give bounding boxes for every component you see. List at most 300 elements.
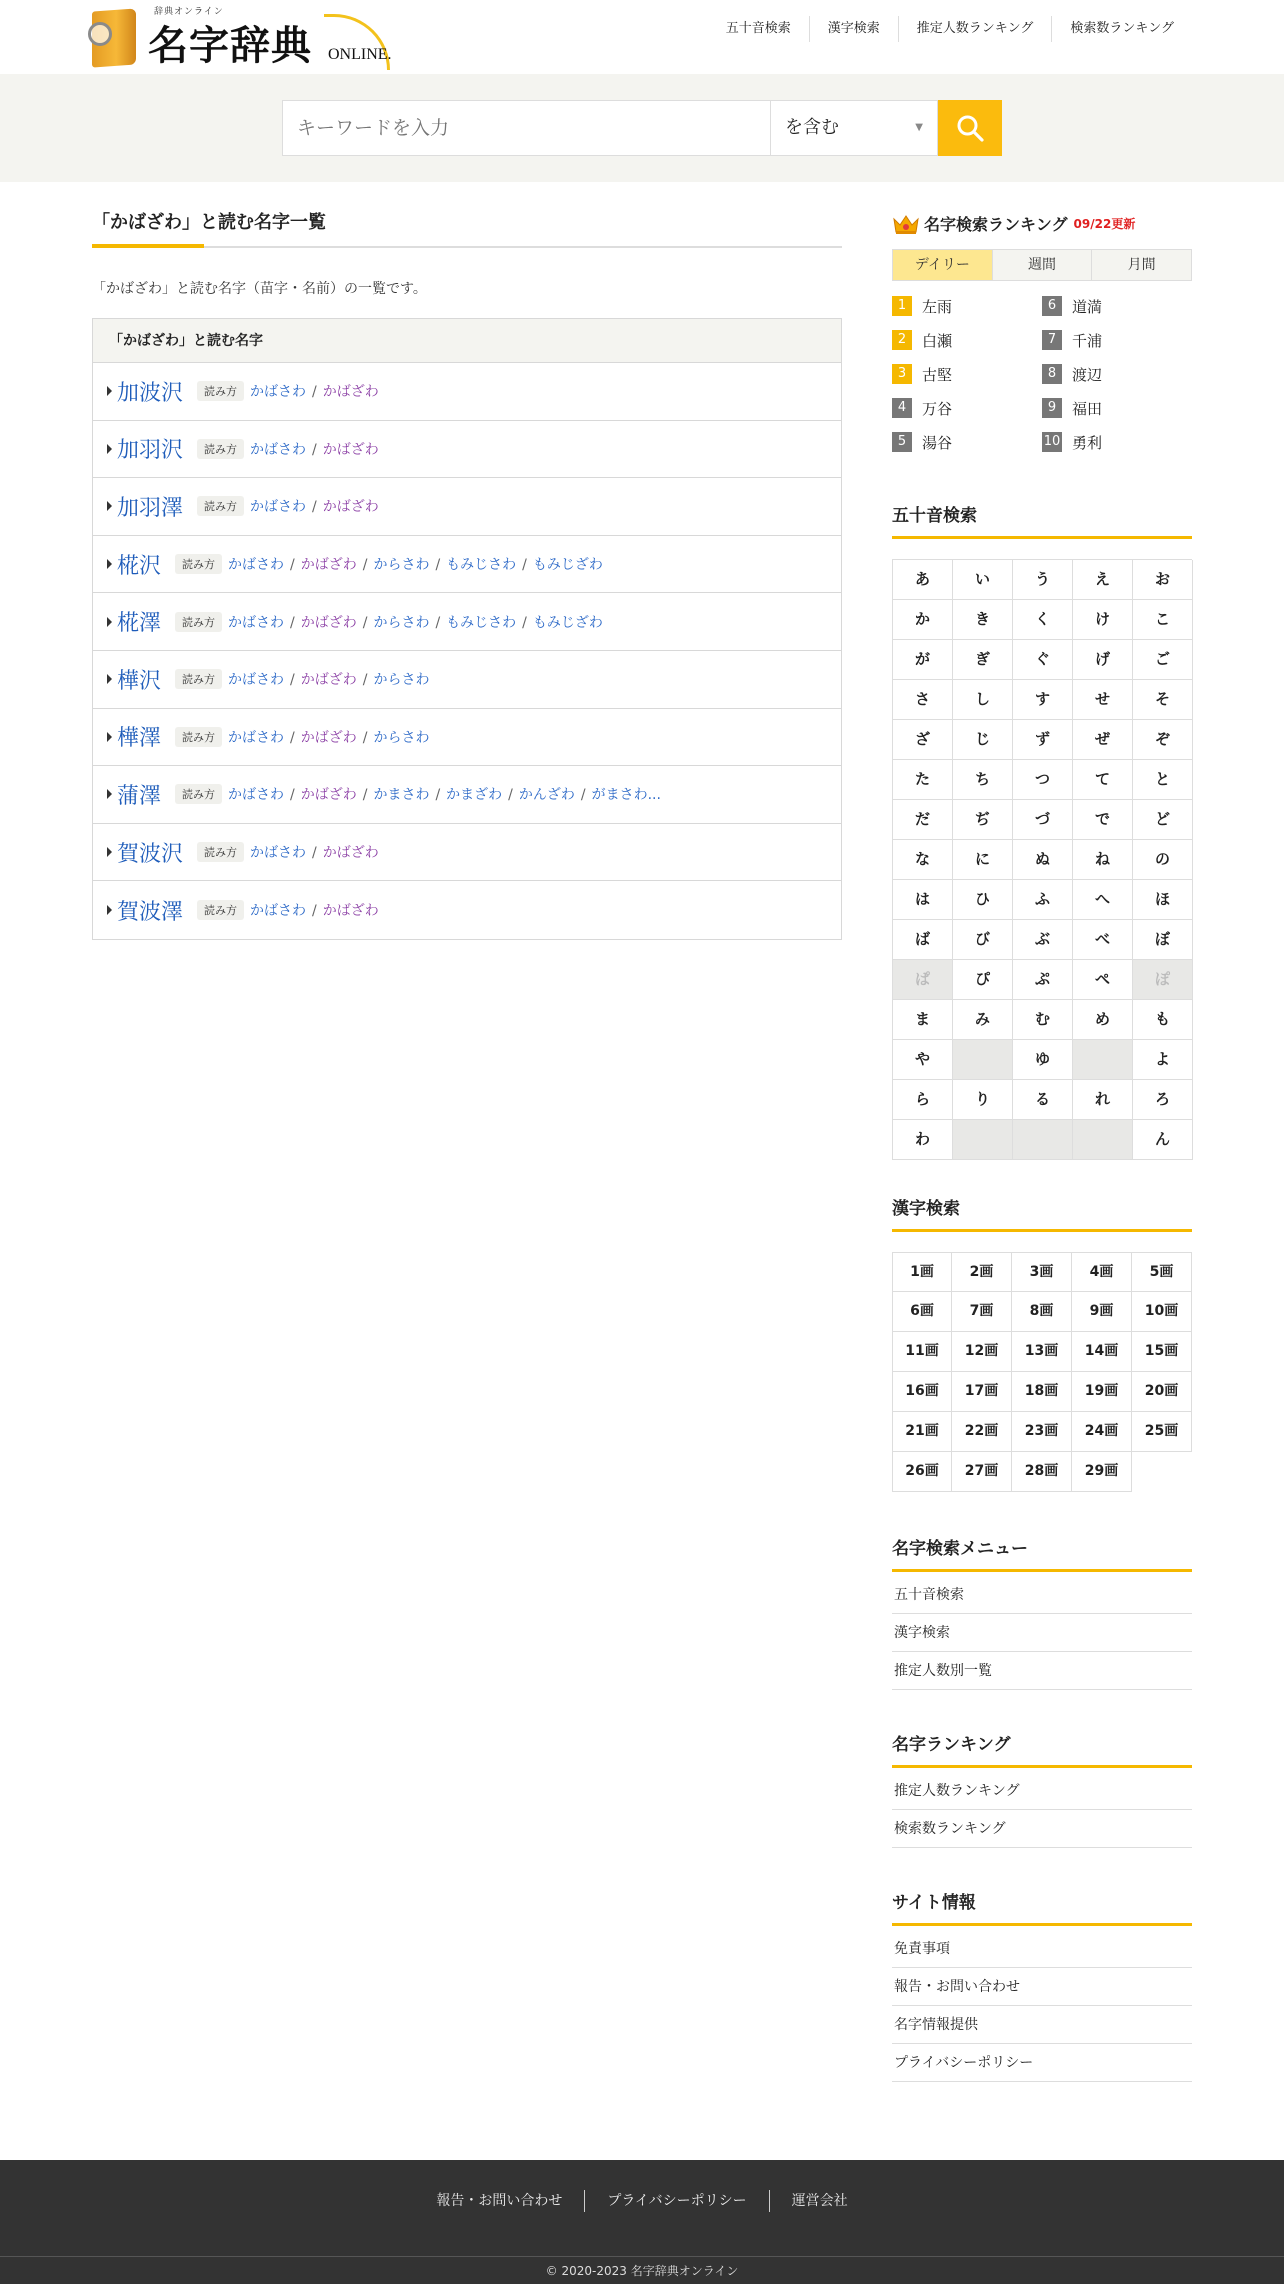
kana-cell-empty: [1013, 1120, 1073, 1160]
triangle-right-icon: [107, 789, 112, 799]
stroke-count-cell[interactable]: 6画: [892, 1292, 952, 1332]
kana-cell[interactable]: し: [953, 680, 1013, 720]
reading-link[interactable]: からさわ: [373, 557, 430, 574]
menu-item-provide-info[interactable]: 名字情報提供: [892, 2006, 1192, 2044]
reading-separator: /: [290, 614, 295, 631]
reading-link[interactable]: かばさわ: [250, 441, 307, 458]
kana-cell[interactable]: や: [893, 1040, 953, 1080]
kana-cell[interactable]: ば: [893, 920, 953, 960]
stroke-count-cell[interactable]: 9画: [1072, 1292, 1132, 1332]
reading-separator: /: [362, 787, 368, 804]
kana-cell[interactable]: れ: [1073, 1080, 1133, 1120]
stroke-count-cell[interactable]: 8画: [1012, 1292, 1072, 1332]
reading-link[interactable]: かばさわ: [250, 499, 307, 516]
search-input[interactable]: [282, 100, 770, 156]
kana-cell[interactable]: き: [953, 600, 1013, 640]
name-kanji-link[interactable]: 樺沢: [117, 668, 162, 694]
kana-cell[interactable]: ぞ: [1133, 720, 1193, 760]
ranking-name: 古堅: [922, 365, 953, 384]
kana-cell[interactable]: げ: [1073, 640, 1133, 680]
kana-cell[interactable]: ふ: [1013, 880, 1073, 920]
site-info-section: [892, 1888, 1192, 2082]
ranking-item[interactable]: [1042, 323, 1192, 357]
nav-kanji-search[interactable]: 漢字検索: [809, 16, 898, 42]
kana-cell[interactable]: な: [893, 840, 953, 880]
reading-separator: /: [312, 845, 317, 862]
stroke-count-cell[interactable]: 15画: [1132, 1332, 1192, 1372]
kana-cell[interactable]: ん: [1133, 1120, 1193, 1160]
reading-link[interactable]: かばさわ: [250, 845, 307, 862]
reading-link[interactable]: かまざわ: [446, 787, 503, 804]
reading-separator: /: [312, 384, 317, 401]
ranking-tabs: [892, 249, 1192, 281]
kana-cell[interactable]: ら: [893, 1080, 953, 1120]
readings-list: [228, 669, 429, 689]
reading-separator: /: [435, 557, 441, 574]
kana-cell-empty: [953, 1040, 1013, 1080]
kana-cell[interactable]: め: [1073, 1000, 1133, 1040]
readings-list: [250, 381, 379, 401]
reading-separator: /: [362, 614, 368, 631]
sidebar: [892, 208, 1192, 2082]
kanji-section: [892, 1194, 1192, 1492]
footer-copyright: © 2020-2023 名字辞典オンライン: [0, 2256, 1284, 2284]
kana-cell[interactable]: は: [893, 880, 953, 920]
yomi-label: 読み方: [197, 439, 244, 459]
ranking-title: 名字検索ランキング: [924, 215, 1068, 234]
kana-cell[interactable]: つ: [1013, 760, 1073, 800]
kanji-section-title: 漢字検索: [892, 1194, 1192, 1232]
menu-item-search-ranking[interactable]: 検索数ランキング: [892, 1810, 1192, 1848]
stroke-count-cell[interactable]: 19画: [1072, 1372, 1132, 1412]
triangle-right-icon: [107, 617, 112, 627]
ranking-item[interactable]: [892, 357, 1042, 391]
kana-cell[interactable]: ぶ: [1013, 920, 1073, 960]
readings-list: [250, 842, 379, 862]
reading-link[interactable]: もみじざわ: [532, 614, 603, 631]
kana-cell[interactable]: で: [1073, 800, 1133, 840]
kana-cell[interactable]: が: [893, 640, 953, 680]
stroke-count-cell[interactable]: 17画: [952, 1372, 1012, 1412]
kana-cell[interactable]: も: [1133, 1000, 1193, 1040]
ranking-item[interactable]: [1042, 391, 1192, 425]
stroke-count-cell[interactable]: 24画: [1072, 1412, 1132, 1452]
search-button[interactable]: [938, 100, 1002, 156]
reading-separator: /: [290, 729, 295, 746]
table-row: [93, 651, 841, 709]
stroke-count-cell[interactable]: 28画: [1012, 1452, 1072, 1492]
kana-cell[interactable]: せ: [1073, 680, 1133, 720]
kana-cell[interactable]: ど: [1133, 800, 1193, 840]
reading-link[interactable]: かばざわ: [322, 499, 379, 516]
ranking-name: 勇利: [1072, 433, 1103, 452]
stroke-count-cell[interactable]: 2画: [952, 1252, 1012, 1292]
site-logo[interactable]: [92, 4, 402, 70]
kana-cell[interactable]: へ: [1073, 880, 1133, 920]
yomi-label: 読み方: [197, 381, 244, 401]
ranking-item[interactable]: [892, 289, 1042, 323]
yomi-label: 読み方: [175, 669, 222, 689]
reading-link[interactable]: かばさわ: [228, 557, 285, 574]
kana-cell[interactable]: よ: [1133, 1040, 1193, 1080]
kana-cell[interactable]: え: [1073, 560, 1133, 600]
kana-cell[interactable]: づ: [1013, 800, 1073, 840]
kana-cell[interactable]: み: [953, 1000, 1013, 1040]
footer-link-privacy[interactable]: プライバシーポリシー: [584, 2190, 768, 2212]
tab-weekly[interactable]: 週間: [992, 250, 1092, 280]
site-header: [0, 0, 1284, 74]
search-band: [0, 74, 1284, 182]
ranking-name: 万谷: [922, 399, 953, 418]
kana-cell[interactable]: く: [1013, 600, 1073, 640]
rank-number-badge: 4: [892, 398, 912, 418]
kana-cell: ぽ: [1133, 960, 1193, 1000]
name-kanji-link[interactable]: 賀波沢: [117, 841, 184, 867]
ranking-menu-title: 名字ランキング: [892, 1730, 1192, 1768]
menu-item-gojuon[interactable]: 五十音検索: [892, 1576, 1192, 1614]
kana-cell: ぱ: [893, 960, 953, 1000]
kana-cell[interactable]: に: [953, 840, 1013, 880]
kana-cell[interactable]: た: [893, 760, 953, 800]
nav-gojuon-search[interactable]: 五十音検索: [725, 21, 791, 36]
menu-item-population-list[interactable]: 推定人数別一覧: [892, 1652, 1192, 1690]
page-title: 「かばざわ」と読む名字一覧: [92, 208, 842, 248]
triangle-right-icon: [107, 905, 112, 915]
page-description: 「かばざわ」と読む名字（苗字・名前）の一覧です。: [92, 281, 427, 297]
kana-cell[interactable]: い: [953, 560, 1013, 600]
readings-list: [228, 784, 661, 804]
kana-cell[interactable]: ぢ: [953, 800, 1013, 840]
kana-cell[interactable]: と: [1133, 760, 1193, 800]
stroke-count-cell[interactable]: 12画: [952, 1332, 1012, 1372]
kana-grid: [892, 559, 1192, 1160]
ranking-name: 白瀬: [922, 331, 953, 350]
rank-number-badge: 9: [1042, 398, 1062, 418]
kana-section-title: 五十音検索: [892, 501, 1192, 539]
menu-item-kanji[interactable]: 漢字検索: [892, 1614, 1192, 1652]
kana-cell[interactable]: う: [1013, 560, 1073, 600]
rank-number-badge: 10: [1042, 432, 1062, 452]
nav-population-ranking[interactable]: 推定人数ランキング: [898, 16, 1052, 42]
name-rows: [93, 363, 841, 939]
stroke-count-cell[interactable]: 21画: [892, 1412, 952, 1452]
kana-cell[interactable]: ぺ: [1073, 960, 1133, 1000]
kana-cell[interactable]: る: [1013, 1080, 1073, 1120]
ranking-item[interactable]: [892, 425, 1042, 459]
stroke-count-cell[interactable]: 11画: [892, 1332, 952, 1372]
site-info-title: サイト情報: [892, 1888, 1192, 1926]
ranking-name: 福田: [1072, 399, 1103, 418]
reading-separator: /: [508, 787, 513, 804]
triangle-right-icon: [107, 386, 112, 396]
kana-cell[interactable]: だ: [893, 800, 953, 840]
kana-cell[interactable]: ろ: [1133, 1080, 1193, 1120]
reading-separator: /: [312, 903, 317, 920]
name-kanji-link[interactable]: 賀波澤: [117, 899, 184, 925]
ranking-item[interactable]: [892, 391, 1042, 425]
ranking-item[interactable]: [1042, 289, 1192, 323]
rank-number-badge: 6: [1042, 296, 1062, 316]
footer-link-company[interactable]: 運営会社: [769, 2190, 870, 2212]
ranking-menu-list: [892, 1772, 1192, 1848]
menu-item-disclaimer[interactable]: 免責事項: [892, 1930, 1192, 1968]
kana-cell[interactable]: ほ: [1133, 880, 1193, 920]
stroke-count-cell[interactable]: 27画: [952, 1452, 1012, 1492]
reading-link[interactable]: もみじさわ: [446, 614, 517, 631]
kana-cell[interactable]: む: [1013, 1000, 1073, 1040]
reading-link[interactable]: もみじさわ: [446, 557, 517, 574]
stroke-count-cell[interactable]: 3画: [1012, 1252, 1072, 1292]
reading-separator: /: [362, 672, 368, 689]
reading-link[interactable]: かばさわ: [228, 729, 285, 746]
kana-cell[interactable]: お: [1133, 560, 1193, 600]
ranking-name: 道満: [1072, 297, 1103, 316]
logo-online: ONLINE.: [328, 46, 392, 63]
tab-monthly[interactable]: 月間: [1091, 250, 1191, 280]
menu-item-population-ranking[interactable]: 推定人数ランキング: [892, 1772, 1192, 1810]
menu-section-title: 名字検索メニュー: [892, 1534, 1192, 1572]
reading-link[interactable]: かばさわ: [228, 614, 285, 631]
readings-list: [250, 900, 379, 920]
kana-cell-empty: [1073, 1120, 1133, 1160]
yomi-label: 読み方: [175, 784, 222, 804]
rank-number-badge: 3: [892, 364, 912, 384]
name-kanji-link[interactable]: 蒲澤: [117, 783, 162, 809]
reading-link[interactable]: かばざわ: [322, 384, 379, 401]
nav-search-count-ranking[interactable]: 検索数ランキング: [1051, 16, 1192, 42]
reading-link[interactable]: かばざわ: [300, 614, 357, 631]
kana-cell-empty: [1073, 1040, 1133, 1080]
table-row: [93, 363, 841, 421]
magnifier-icon: [88, 22, 112, 46]
stroke-count-cell[interactable]: 22画: [952, 1412, 1012, 1452]
search-icon: [955, 113, 985, 143]
kana-cell[interactable]: り: [953, 1080, 1013, 1120]
yomi-label: 読み方: [197, 900, 244, 920]
name-kanji-link[interactable]: 椛沢: [117, 553, 162, 579]
kana-cell[interactable]: の: [1133, 840, 1193, 880]
reading-link[interactable]: かばさわ: [228, 787, 285, 804]
reading-separator: /: [290, 787, 295, 804]
reading-separator: /: [580, 787, 586, 804]
kana-cell[interactable]: あ: [893, 560, 953, 600]
ranking-name: 渡辺: [1072, 365, 1103, 384]
kana-cell[interactable]: べ: [1073, 920, 1133, 960]
triangle-right-icon: [107, 444, 112, 454]
reading-separator: /: [522, 557, 527, 574]
readings-list: [228, 727, 429, 747]
name-kanji-link[interactable]: 加波沢: [117, 380, 184, 406]
reading-link[interactable]: かばざわ: [322, 903, 379, 920]
reading-link[interactable]: かばさわ: [250, 903, 307, 920]
reading-link[interactable]: かばざわ: [300, 557, 357, 574]
kana-cell[interactable]: じ: [953, 720, 1013, 760]
reading-link[interactable]: からさわ: [373, 672, 430, 689]
kana-cell[interactable]: そ: [1133, 680, 1193, 720]
stroke-count-cell[interactable]: 14画: [1072, 1332, 1132, 1372]
reading-link[interactable]: もみじざわ: [532, 557, 603, 574]
name-kanji-link[interactable]: 加羽沢: [117, 438, 184, 464]
rank-number-badge: 7: [1042, 330, 1062, 350]
reading-separator: /: [522, 614, 527, 631]
kana-cell[interactable]: か: [893, 600, 953, 640]
triangle-right-icon: [107, 732, 112, 742]
kana-cell[interactable]: け: [1073, 600, 1133, 640]
kana-cell[interactable]: び: [953, 920, 1013, 960]
name-kanji-link[interactable]: 樺澤: [117, 726, 162, 752]
tab-daily[interactable]: デイリー: [893, 250, 992, 280]
rank-number-badge: 8: [1042, 364, 1062, 384]
ranking-name: 湯谷: [922, 433, 953, 452]
stroke-count-cell[interactable]: 16画: [892, 1372, 952, 1412]
reading-link[interactable]: かばざわ: [300, 787, 357, 804]
logo-title: 名字辞典: [148, 22, 312, 69]
main-content: [92, 208, 842, 940]
table-row: [93, 478, 841, 536]
reading-link[interactable]: からさわ: [373, 729, 430, 746]
reading-link[interactable]: かばざわ: [300, 729, 357, 746]
reading-link[interactable]: かんざわ: [518, 787, 575, 804]
stroke-count-cell[interactable]: 1画: [892, 1252, 952, 1292]
kana-cell[interactable]: ぬ: [1013, 840, 1073, 880]
kana-cell[interactable]: ひ: [953, 880, 1013, 920]
kana-cell[interactable]: ご: [1133, 640, 1193, 680]
table-row: [93, 421, 841, 479]
stroke-count-cell[interactable]: 20画: [1132, 1372, 1192, 1412]
triangle-right-icon: [107, 847, 112, 857]
site-footer: [0, 2160, 1284, 2284]
stroke-count-cell[interactable]: 5画: [1132, 1252, 1192, 1292]
reading-link[interactable]: かばさわ: [250, 384, 307, 401]
ranking-item[interactable]: [892, 323, 1042, 357]
readings-list: [250, 496, 379, 516]
kana-cell[interactable]: わ: [893, 1120, 953, 1160]
name-table: [92, 318, 842, 940]
kana-cell[interactable]: ぎ: [953, 640, 1013, 680]
rank-number-badge: 5: [892, 432, 912, 452]
name-kanji-link[interactable]: 椛澤: [117, 611, 162, 637]
ranking-menu-section: [892, 1730, 1192, 1848]
reading-link[interactable]: かばさわ: [228, 672, 285, 689]
readings-list: [228, 612, 603, 632]
kana-cell[interactable]: ぴ: [953, 960, 1013, 1000]
stroke-count-cell[interactable]: 18画: [1012, 1372, 1072, 1412]
stroke-count-cell[interactable]: 10画: [1132, 1292, 1192, 1332]
stroke-count-cell[interactable]: 7画: [952, 1292, 1012, 1332]
yomi-label: 読み方: [175, 612, 222, 632]
ranking-header: [892, 212, 1192, 235]
table-header: 「かばざわ」と読む名字: [93, 319, 841, 363]
reading-separator: /: [290, 557, 295, 574]
menu-item-contact[interactable]: 報告・お問い合わせ: [892, 1968, 1192, 2006]
triangle-right-icon: [107, 674, 112, 684]
ranking-name: 千浦: [1072, 331, 1103, 350]
menu-section: [892, 1534, 1192, 1690]
table-row: [93, 824, 841, 882]
kana-cell[interactable]: ざ: [893, 720, 953, 760]
kana-cell[interactable]: ゆ: [1013, 1040, 1073, 1080]
menu-list: [892, 1576, 1192, 1690]
menu-item-privacy[interactable]: プライバシーポリシー: [892, 2044, 1192, 2082]
table-row: [93, 593, 841, 651]
reading-link[interactable]: かばざわ: [322, 845, 379, 862]
site-info-list: [892, 1930, 1192, 2082]
stroke-grid: [892, 1252, 1192, 1492]
kana-cell[interactable]: ち: [953, 760, 1013, 800]
reading-separator: /: [362, 729, 368, 746]
yomi-label: 読み方: [197, 496, 244, 516]
table-row: [93, 709, 841, 767]
crown-icon: [892, 213, 920, 235]
kana-cell[interactable]: ず: [1013, 720, 1073, 760]
footer-links: [0, 2190, 1284, 2212]
stroke-count-cell[interactable]: 4画: [1072, 1252, 1132, 1292]
ranking-date: 09/22更新: [1073, 217, 1136, 231]
kana-cell[interactable]: ま: [893, 1000, 953, 1040]
kana-cell[interactable]: さ: [893, 680, 953, 720]
kana-section: [892, 501, 1192, 1160]
search-mode-value: を含む: [785, 117, 839, 138]
kana-cell[interactable]: ぜ: [1073, 720, 1133, 760]
footer-link-contact[interactable]: 報告・お問い合わせ: [436, 2193, 563, 2209]
kana-cell[interactable]: て: [1073, 760, 1133, 800]
search-form: [282, 100, 1002, 156]
yomi-label: 読み方: [197, 842, 244, 862]
logo-subtitle: 辞典オンライン: [154, 7, 224, 17]
readings-list: [228, 554, 603, 574]
name-kanji-link[interactable]: 加羽澤: [117, 495, 184, 521]
kana-cell[interactable]: ぐ: [1013, 640, 1073, 680]
ranking-name: 左雨: [922, 297, 953, 316]
kana-cell[interactable]: ぼ: [1133, 920, 1193, 960]
yomi-label: 読み方: [175, 554, 222, 574]
kana-cell[interactable]: す: [1013, 680, 1073, 720]
kana-cell[interactable]: ね: [1073, 840, 1133, 880]
stroke-count-cell[interactable]: 25画: [1132, 1412, 1192, 1452]
table-row: [93, 766, 841, 824]
stroke-count-cell[interactable]: 29画: [1072, 1452, 1132, 1492]
stroke-count-cell[interactable]: 26画: [892, 1452, 952, 1492]
reading-link[interactable]: かばざわ: [322, 441, 379, 458]
reading-separator: /: [312, 441, 317, 458]
kana-cell[interactable]: ぷ: [1013, 960, 1073, 1000]
kana-cell[interactable]: こ: [1133, 600, 1193, 640]
rank-number-badge: 2: [892, 330, 912, 350]
reading-separator: /: [290, 672, 295, 689]
reading-link[interactable]: がまさわ...: [591, 787, 661, 804]
stroke-count-cell[interactable]: 13画: [1012, 1332, 1072, 1372]
table-row: [93, 881, 841, 939]
search-mode-select[interactable]: [770, 100, 938, 156]
reading-separator: /: [362, 557, 368, 574]
stroke-count-cell[interactable]: 23画: [1012, 1412, 1072, 1452]
ranking-item[interactable]: [1042, 425, 1192, 459]
reading-link[interactable]: かまさわ: [373, 787, 430, 804]
reading-separator: /: [312, 499, 317, 516]
ranking-item[interactable]: [1042, 357, 1192, 391]
readings-list: [250, 439, 379, 459]
kana-cell-empty: [953, 1120, 1013, 1160]
reading-link[interactable]: かばざわ: [300, 672, 357, 689]
triangle-right-icon: [107, 501, 112, 511]
table-row: [93, 536, 841, 594]
rank-number-badge: 1: [892, 296, 912, 316]
chevron-down-icon: ▼: [915, 122, 923, 133]
reading-separator: /: [435, 614, 441, 631]
ranking-list: [892, 289, 1192, 459]
reading-link[interactable]: からさわ: [373, 614, 430, 631]
yomi-label: 読み方: [175, 727, 222, 747]
